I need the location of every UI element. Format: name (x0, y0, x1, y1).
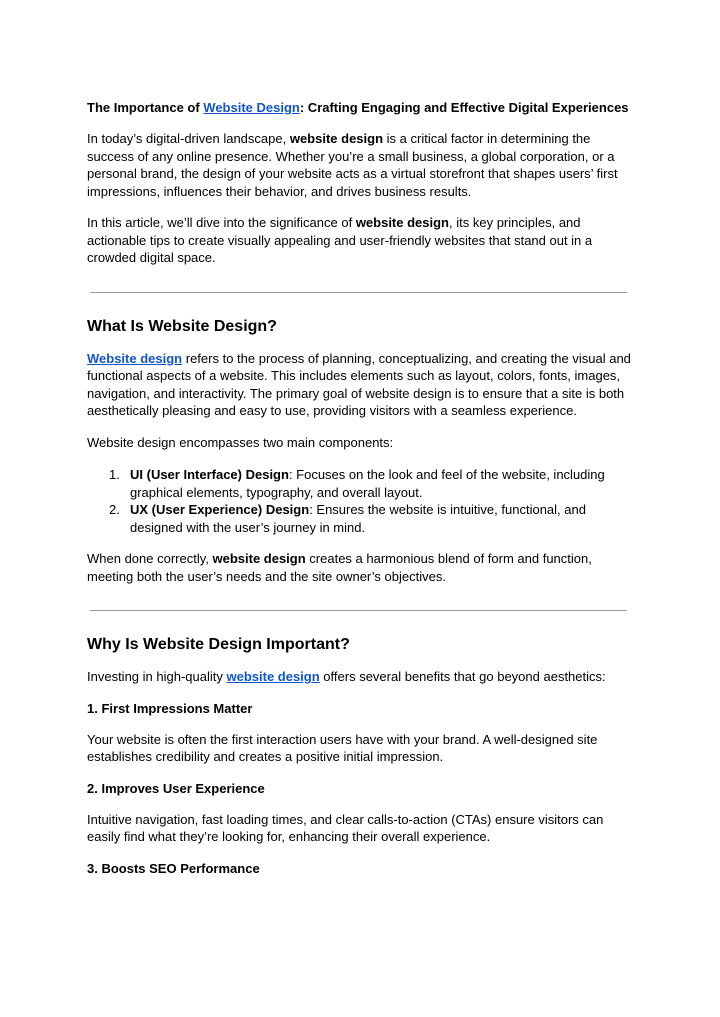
document-page (87, 99, 635, 891)
section2-paragraph-1 (87, 668, 635, 686)
section1-heading: What Is Website Design? (87, 317, 277, 335)
components-list (87, 466, 635, 536)
subheading-first-impressions: 1. First Impressions Matter (87, 700, 253, 716)
list-item-text: : Ensures the website is intuitive, functional, and designed with the user’s journey in mind. (130, 502, 586, 535)
intro-p2-text-a: In this article, we’ll dive into the significance of (87, 215, 356, 230)
section1-p3-text-a: When done correctly, (87, 551, 213, 566)
list-item-number: 1. (109, 467, 120, 482)
title-prefix: The Importance of (87, 100, 204, 115)
section1-p3-text-b: creates a harmonious blend of form and function, meeting both the user’s needs and the site owner’s objectives. (87, 551, 592, 584)
document-title (87, 99, 635, 117)
list-item (87, 501, 635, 536)
intro-p1-bold: website design (289, 131, 384, 146)
horizontal-divider-1 (90, 292, 627, 293)
first-impressions-text: Your website is often the first interaction users have with your brand. A well-designed site establishes credibility and creates a positive initial impression. (87, 731, 598, 764)
intro-p1-text-a: In today’s digital-driven landscape, (87, 131, 290, 146)
list-item-bold: UI (User Interface) Design (130, 467, 289, 482)
title-website-design-link[interactable]: Website Design (203, 100, 300, 115)
list-item-bold: UX (User Experience) Design (130, 502, 310, 517)
intro-p1-text-b: is a critical factor in determining the success of any online presence. Whether you’re a small business, a global corporation, or a personal brand, the design of your website acts as a virtual storefront that shapes users’ first impressions, influences their behavior, and drives business results. (87, 131, 618, 199)
list-item-text: : Focuses on the look and feel of the website, including graphical elements, typography, and overall layout. (130, 467, 605, 500)
section2-website-design-link[interactable]: website design (226, 669, 320, 684)
section2-heading: Why Is Website Design Important? (87, 636, 350, 653)
subheading-seo-performance: 3. Boosts SEO Performance (87, 860, 260, 876)
section2-p1-text-a: Investing in high-quality (87, 669, 227, 684)
intro-p2-bold: website design (355, 215, 450, 230)
section1-website-design-link[interactable]: Website design (87, 350, 183, 366)
section2-p1-text-b: offers several benefits that go beyond aesthetics: (319, 669, 606, 684)
section1-paragraph-1 (87, 350, 635, 420)
list-item (87, 466, 635, 501)
horizontal-divider-2 (90, 610, 627, 611)
intro-paragraph-2 (87, 214, 635, 267)
section1-p3-bold: website design (212, 551, 306, 566)
section1-paragraph-3 (87, 550, 635, 585)
section1-paragraph-2: Website design encompasses two main components: (87, 434, 394, 450)
section1-p1-text: refers to the process of planning, conceptualizing, and creating the visual and functional aspects of a website. This includes elements such as layout, colors, fonts, images, navigation, and interactivity. The primary goal of website design is to ensure that a site is both aesthetically pleasing and easy to use, providing visitors with a seamless experience. (87, 350, 631, 418)
user-experience-text: Intuitive navigation, fast loading times, and clear calls-to-action (CTAs) ensure visitors can easily find what they’re looking for, enhancing their overall experience. (87, 811, 604, 844)
subheading-user-experience: 2. Improves User Experience (87, 780, 265, 796)
intro-p2-text-b: , its key principles, and actionable tips to create visually appealing and user-friendly websites that stand out in a crowded digital space. (87, 215, 593, 265)
intro-paragraph-1 (87, 130, 635, 200)
title-suffix: : Crafting Engaging and Effective Digital Experiences (299, 100, 629, 115)
list-item-number: 2. (109, 502, 120, 517)
